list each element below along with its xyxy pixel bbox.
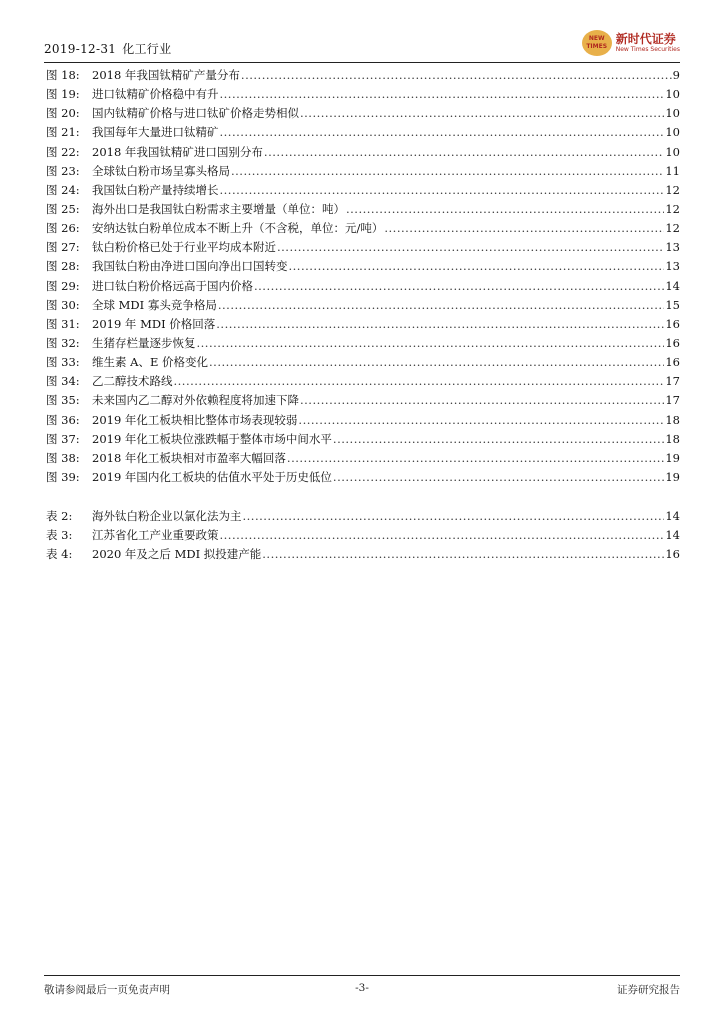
- entry-label: 图 18:: [46, 68, 80, 82]
- figure-entry[interactable]: [44, 181, 680, 200]
- entry-label: 图 33:: [46, 355, 80, 370]
- figure-entry[interactable]: [44, 238, 680, 257]
- entry-page-number: 10: [665, 125, 680, 140]
- entry-label: 图 35:: [46, 393, 80, 408]
- dot-leader: [216, 315, 664, 334]
- entry-title: 安纳达钛白粉单位成本不断上升（不含税，单位：元/吨）: [92, 221, 384, 236]
- entry-title: 江苏省化工产业重要政策: [92, 528, 219, 543]
- figure-entry[interactable]: [44, 200, 680, 219]
- figure-entry[interactable]: [44, 372, 680, 391]
- entry-label: 图 36:: [46, 412, 80, 427]
- entry-page-number: 17: [665, 374, 680, 389]
- entry-page-number: 14: [665, 528, 680, 543]
- entry-page-number: 18: [665, 431, 680, 446]
- entry-label: 图 27:: [46, 240, 80, 255]
- dot-leader: [220, 526, 665, 545]
- entry-title: 海外钛白粉企业以氯化法为主: [92, 509, 242, 523]
- dot-leader: [243, 507, 665, 526]
- entry-page-number: 9: [672, 68, 680, 82]
- dot-leader: [346, 200, 664, 219]
- entry-page-number: 13: [665, 240, 680, 255]
- entry-title: 2019 年 MDI 价格回落: [92, 316, 216, 331]
- entry-title: 我国钛白粉由净进口国向净出口国转变: [92, 259, 288, 274]
- entry-title: 2018 年我国钛精矿产量分布: [92, 68, 240, 82]
- dot-leader: [289, 257, 665, 276]
- dot-leader: [300, 104, 664, 123]
- entry-page-number: 16: [665, 355, 680, 370]
- figure-entry[interactable]: [44, 219, 680, 238]
- figure-entry[interactable]: [44, 315, 680, 334]
- figure-entry[interactable]: [44, 334, 680, 353]
- entry-title: 我国每年大量进口钛精矿: [92, 125, 219, 140]
- entry-title: 进口钛白粉价格远高于国内价格: [92, 278, 253, 293]
- entry-page-number: 18: [665, 412, 680, 427]
- page-header: [44, 26, 680, 60]
- dot-leader: [220, 181, 665, 200]
- dot-leader: [174, 372, 665, 391]
- entry-label: 图 26:: [46, 221, 80, 236]
- entry-label: 图 37:: [46, 431, 80, 446]
- table-entry[interactable]: [44, 545, 680, 564]
- dot-leader: [220, 85, 665, 104]
- dot-leader: [241, 66, 672, 85]
- entry-label: 表 2:: [46, 509, 73, 523]
- logo-mark-icon: NEW TIMES: [582, 30, 612, 56]
- dot-leader: [262, 545, 664, 564]
- entry-title: 全球钛白粉市场呈寡头格局: [92, 163, 230, 178]
- entry-page-number: 19: [665, 469, 680, 484]
- dot-leader: [333, 430, 664, 449]
- entry-title: 2019 年国内化工板块的估值水平处于历史低位: [92, 469, 332, 484]
- dot-leader: [197, 334, 665, 353]
- entry-label: 图 21:: [46, 125, 80, 140]
- entry-label: 图 32:: [46, 335, 80, 350]
- entry-page-number: 12: [665, 221, 680, 236]
- entry-label: 图 34:: [46, 374, 80, 389]
- dot-leader: [287, 449, 664, 468]
- figure-entry[interactable]: [44, 411, 680, 430]
- dot-leader: [218, 296, 665, 315]
- figure-entry[interactable]: [44, 353, 680, 372]
- entry-label: 表 4:: [46, 547, 73, 562]
- company-logo: [582, 28, 680, 58]
- dot-leader: [277, 238, 664, 257]
- entry-title: 乙二醇技术路线: [92, 374, 173, 389]
- entry-title: 2019 年化工板块位涨跌幅于整体市场中间水平: [92, 431, 332, 446]
- dot-leader: [384, 219, 664, 238]
- figure-entry[interactable]: [44, 257, 680, 276]
- figure-entry[interactable]: [44, 66, 680, 85]
- figure-entry[interactable]: [44, 143, 680, 162]
- entry-title: 生猪存栏量逐步恢复: [92, 335, 196, 350]
- header-info: [44, 40, 171, 57]
- entry-title: 进口钛精矿价格稳中有升: [92, 87, 219, 102]
- entry-label: 表 3:: [46, 528, 73, 543]
- figure-entry[interactable]: [44, 277, 680, 296]
- figure-entry[interactable]: [44, 468, 680, 487]
- figure-list: [44, 66, 680, 487]
- disclaimer-note: 敬请参阅最后一页免责声明: [44, 984, 170, 996]
- entry-label: 图 38:: [46, 450, 80, 465]
- entry-label: 图 28:: [46, 259, 80, 274]
- entry-title: 全球 MDI 寡头竞争格局: [92, 297, 217, 312]
- dot-leader: [209, 353, 664, 372]
- figure-entry[interactable]: [44, 296, 680, 315]
- logo-name-en: New Times Securities: [615, 46, 680, 53]
- report-section: 化工行业: [122, 42, 172, 56]
- table-list: [44, 507, 680, 564]
- entry-title: 维生素 A、E 价格变化: [92, 355, 209, 370]
- table-entry[interactable]: [44, 507, 680, 526]
- entry-page-number: 11: [665, 163, 680, 178]
- entry-page-number: 17: [665, 393, 680, 408]
- header-divider: [44, 62, 680, 63]
- figure-entry[interactable]: [44, 104, 680, 123]
- dot-leader: [333, 468, 664, 487]
- entry-title: 海外出口是我国钛白粉需求主要增量（单位：吨）: [92, 201, 345, 216]
- table-entry[interactable]: [44, 526, 680, 545]
- entry-label: 图 31:: [46, 316, 80, 331]
- entry-label: 图 39:: [46, 469, 80, 484]
- page-footer: [44, 978, 680, 998]
- entry-page-number: 10: [665, 106, 680, 121]
- figure-entry[interactable]: [44, 162, 680, 181]
- entry-page-number: 16: [665, 316, 680, 331]
- entry-title: 2020 年及之后 MDI 拟投建产能: [92, 547, 262, 562]
- entry-title: 2018 年化工板块相对市盈率大幅回落: [92, 450, 286, 465]
- entry-label: 图 19:: [46, 87, 80, 102]
- entry-label: 图 23:: [46, 163, 80, 178]
- entry-page-number: 16: [665, 547, 680, 562]
- page-number: -3-: [355, 982, 369, 994]
- entry-page-number: 19: [665, 450, 680, 465]
- entry-title: 未来国内乙二醇对外依赖程度将加速下降: [92, 393, 299, 408]
- report-date: 2019-12-31: [44, 42, 117, 56]
- report-type: 证券研究报告: [617, 984, 680, 996]
- dot-leader: [254, 277, 664, 296]
- dot-leader: [298, 411, 664, 430]
- footer-divider: [44, 975, 680, 976]
- entry-label: 图 30:: [46, 297, 80, 312]
- figure-entry[interactable]: [44, 391, 680, 410]
- entry-page-number: 13: [665, 259, 680, 274]
- entry-page-number: 14: [665, 278, 680, 293]
- entry-title: 国内钛精矿价格与进口钛矿价格走势相似: [92, 106, 299, 121]
- entry-page-number: 12: [665, 182, 680, 197]
- entry-title: 2018 年我国钛精矿进口国别分布: [92, 144, 263, 159]
- logo-name-cn: 新时代证券: [615, 32, 676, 46]
- entry-page-number: 10: [665, 144, 680, 159]
- entry-page-number: 15: [665, 297, 680, 312]
- entry-label: 图 25:: [46, 201, 80, 216]
- figure-entry[interactable]: [44, 449, 680, 468]
- dot-leader: [300, 391, 664, 410]
- figure-entry[interactable]: [44, 430, 680, 449]
- figure-entry[interactable]: [44, 85, 680, 104]
- entry-label: 图 24:: [46, 182, 80, 197]
- entry-page-number: 10: [665, 87, 680, 102]
- dot-leader: [220, 123, 665, 142]
- entry-title: 2019 年化工板块相比整体市场表现较弱: [92, 412, 298, 427]
- entry-page-number: 14: [665, 509, 680, 523]
- entry-label: 图 29:: [46, 278, 80, 293]
- entry-title: 我国钛白粉产量持续增长: [92, 182, 219, 197]
- entry-label: 图 20:: [46, 106, 80, 121]
- entry-title: 钛白粉价格已处于行业平均成本附近: [92, 240, 276, 255]
- figure-entry[interactable]: [44, 123, 680, 142]
- entry-label: 图 22:: [46, 144, 80, 159]
- dot-leader: [231, 162, 664, 181]
- entry-page-number: 16: [665, 335, 680, 350]
- dot-leader: [264, 143, 664, 162]
- entry-page-number: 12: [665, 201, 680, 216]
